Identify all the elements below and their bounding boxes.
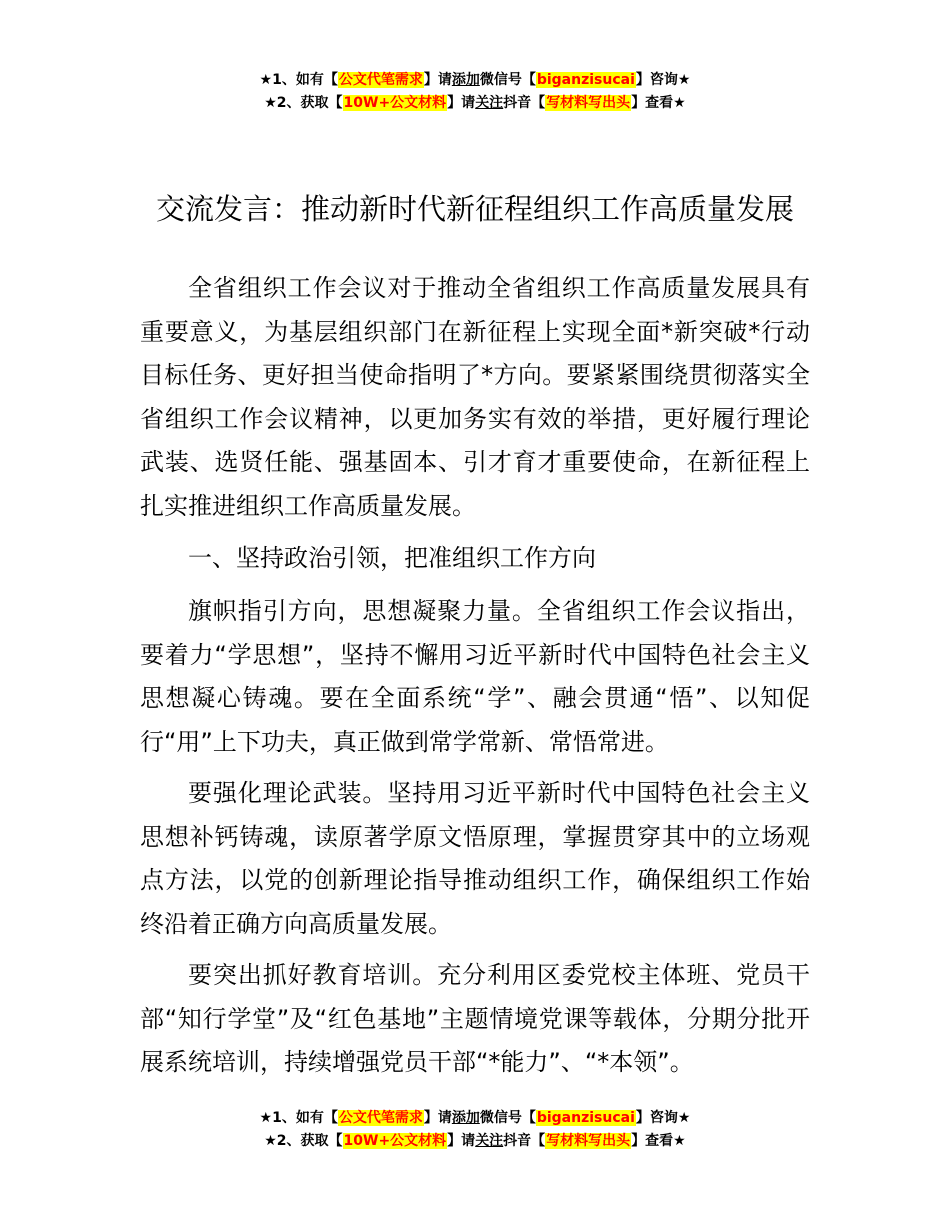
body-paragraph: 要强化理论武装。坚持用习近平新时代中国特色社会主义思想补钙铸魂，读原著学原文悟原理，掌握贯穿其中的立场观点方法，以党的创新理论指导推动组织工作，确保组织工作始终沿着正确方向高质量发展。 <box>140 779 810 938</box>
banner-text: 】请 <box>423 1110 452 1126</box>
banner-line-2 <box>0 1130 950 1153</box>
banner-text: 】请 <box>447 1133 476 1149</box>
banner-text: 抖音【 <box>503 95 546 111</box>
banner-highlight: 公文代笔需求 <box>338 1110 423 1126</box>
body-paragraph: 全省组织工作会议对于推动全省组织工作高质量发展具有重要意义，为基层组织部门在新征程上实现全面*新突破*行动目标任务、更好担当使命指明了*方向。要紧紧围绕贯彻落实全省组织工作会议精神，以更加务实有效的举措，更好履行理论武装、选贤任能、强基固本、引才育才重要使命，在新征程上扎实推进组织工作高质量发展。 <box>140 274 810 520</box>
banner-highlight: 10W+公文材料 <box>343 95 447 111</box>
banner-highlight: 10W+公文材料 <box>343 1133 447 1149</box>
banner-text: ★1、如有【 <box>259 72 338 88</box>
banner-text: 】查看★ <box>631 95 686 111</box>
banner-text: ★2、获取【 <box>264 1133 343 1149</box>
banner-text: 微信号【 <box>479 72 536 88</box>
header-banner <box>0 69 950 115</box>
banner-highlight: 写材料写出头 <box>546 95 631 111</box>
banner-text: ★2、获取【 <box>264 95 343 111</box>
banner-highlight: biganzisucai <box>536 72 635 88</box>
banner-text: 微信号【 <box>479 1110 536 1126</box>
banner-underline: 关注 <box>475 1133 504 1149</box>
banner-highlight: biganzisucai <box>536 1110 635 1126</box>
banner-text: 】查看★ <box>631 1133 686 1149</box>
banner-text: 抖音【 <box>503 1133 546 1149</box>
banner-underline: 添加 <box>451 1110 480 1126</box>
banner-line-1 <box>0 1107 950 1130</box>
banner-line-2 <box>0 92 950 115</box>
banner-line-1 <box>0 69 950 92</box>
banner-highlight: 公文代笔需求 <box>338 72 423 88</box>
banner-underline: 添加 <box>451 72 480 88</box>
body-paragraph: 要突出抓好教育培训。充分利用区委党校主体班、党员干部“知行学堂”及“红色基地”主题情境党课等载体，分期分批开展系统培训，持续增强党员干部“*能力”、“*本领”。 <box>140 961 810 1076</box>
document-title: 交流发言：推动新时代新征程组织工作高质量发展 <box>155 192 794 227</box>
banner-text: 】请 <box>447 95 476 111</box>
footer-banner <box>0 1107 950 1153</box>
banner-underline: 关注 <box>475 95 504 111</box>
banner-highlight: 写材料写出头 <box>546 1133 631 1149</box>
banner-text: 】咨询★ <box>635 72 691 88</box>
section-heading: 一、坚持政治引领，把准组织工作方向 <box>188 544 596 572</box>
banner-text: 】咨询★ <box>635 1110 691 1126</box>
banner-text: ★1、如有【 <box>259 1110 338 1126</box>
banner-text: 】请 <box>423 72 452 88</box>
body-paragraph: 旗帜指引方向，思想凝聚力量。全省组织工作会议指出，要着力“学思想”，坚持不懈用习近平新时代中国特色社会主义思想凝心铸魂。要在全面系统“学”、融会贯通“悟”、以知促行“用”上下功夫，真正做到常学常新、常悟常进。 <box>140 597 810 756</box>
